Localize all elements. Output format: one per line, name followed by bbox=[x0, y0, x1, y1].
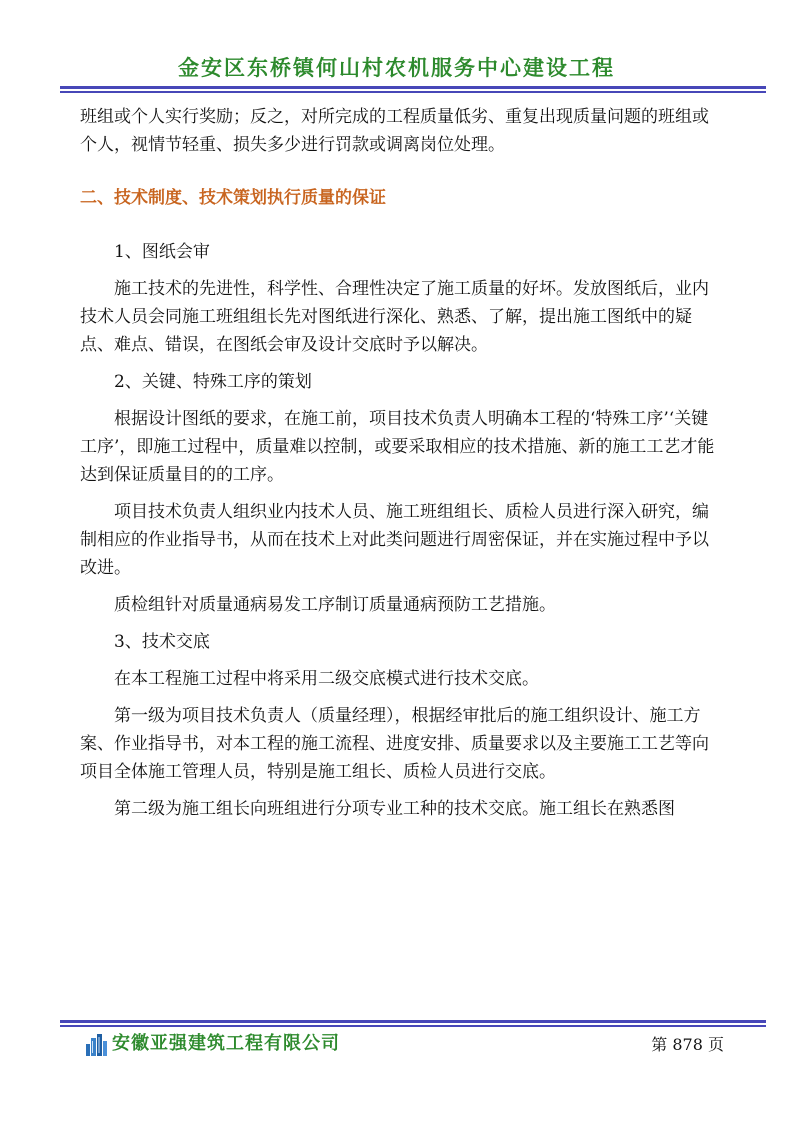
header-rule bbox=[60, 86, 766, 89]
footer-rule bbox=[60, 1020, 766, 1023]
document-body bbox=[80, 103, 720, 823]
paragraph: 施工技术的先进性，科学性、合理性决定了施工质量的好坏。发放图纸后，业内技术人员会同施工班组组长先对图纸进行深化、熟悉、了解，提出施工图纸中的疑点、难点、错误，在图纸会审及设计交底时予以解决。 bbox=[80, 279, 709, 355]
subsection-title: 1、图纸会审 bbox=[114, 242, 210, 262]
paragraph: 根据设计图纸的要求，在施工前，项目技术负责人明确本工程的‘特殊工序’‘关键工序’，即施工过程中，质量难以控制，或要采取相应的技术措施、新的施工工艺才能达到保证质量目的的工序。 bbox=[80, 409, 715, 485]
header-rule-thin bbox=[60, 91, 766, 93]
subsection-title: 2、关键、特殊工序的策划 bbox=[114, 372, 312, 392]
paragraph: 质检组针对质量通病易发工序制订质量通病预防工艺措施。 bbox=[114, 595, 556, 615]
paragraph: 第二级为施工组长向班组进行分项专业工种的技术交底。施工组长在熟悉图 bbox=[114, 799, 675, 819]
paragraph: 项目技术负责人组织业内技术人员、施工班组组长、质检人员进行深入研究，编制相应的作业指导书，从而在技术上对此类问题进行周密保证，并在实施过程中予以改进。 bbox=[80, 502, 709, 578]
page-footer bbox=[84, 1032, 724, 1058]
company-name: 安徽亚强建筑工程有限公司 bbox=[112, 1033, 340, 1054]
paragraph: 班组或个人实行奖励；反之，对所完成的工程质量低劣、重复出现质量问题的班组或个人，视情节轻重、损失多少进行罚款或调离岗位处理。 bbox=[80, 107, 709, 155]
paragraph: 第一级为项目技术负责人（质量经理），根据经审批后的施工组织设计、施工方案、作业指导书，对本工程的施工流程、进度安排、质量要求以及主要施工工艺等向项目全体施工管理人员，特别是施工组长、质检人员进行交底。 bbox=[80, 706, 709, 782]
section-heading: 二、技术制度、技术策划执行质量的保证 bbox=[80, 188, 386, 208]
footer-rule-thin bbox=[60, 1025, 766, 1027]
building-logo-icon bbox=[84, 1034, 108, 1056]
page-number: 第 878 页 bbox=[651, 1035, 724, 1054]
paragraph: 在本工程施工过程中将采用二级交底模式进行技术交底。 bbox=[114, 669, 539, 689]
subsection-title: 3、技术交底 bbox=[114, 632, 210, 652]
page-header-title: 金安区东桥镇何山村农机服务中心建设工程 bbox=[178, 56, 615, 80]
